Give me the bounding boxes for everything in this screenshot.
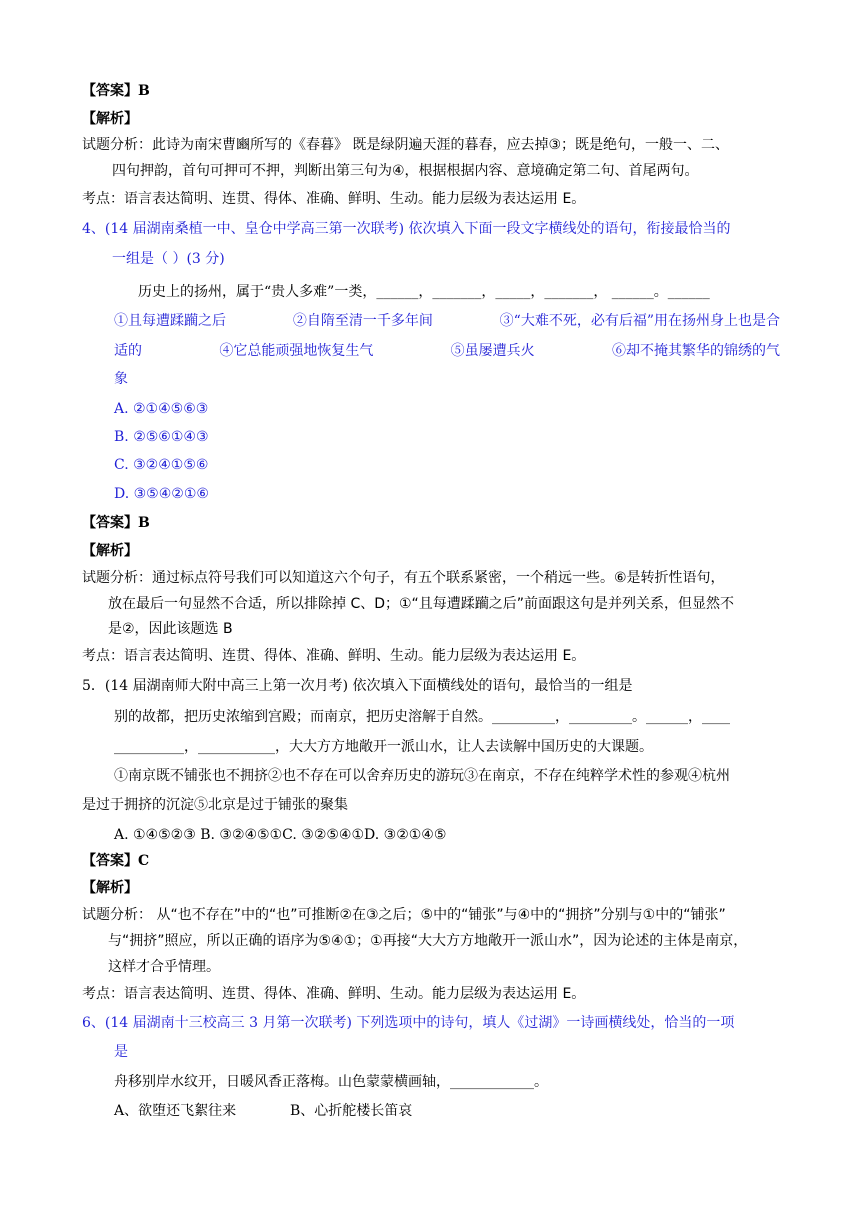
q6-option-a: A、欲堕还飞絮往来 bbox=[114, 1103, 237, 1119]
q4-stem-line-1: 4、(14 届湖南桑植一中、皇仓中学高三第一次联考) 依次填入下面一段文字横线处的语句，衔接最恰当的 bbox=[82, 221, 731, 237]
q4-option-b: B. ②⑤⑥①④③ bbox=[114, 429, 209, 445]
q4-analysis-line-1: 试题分析：通过标点符号我们可以知道这六个句子，有五个联系紧密，一个稍远一些。⑥是转折性语句， bbox=[82, 570, 725, 586]
q5-passage-line-1: 别的故都，把历史浓缩到宫殿；而南京，把历史溶解于自然。_________，_________。______，____ bbox=[114, 709, 730, 725]
q3-point: 考点：语言表达简明、连贯、得体、准确、鲜明、生动。能力层级为表达运用 E。 bbox=[82, 191, 586, 207]
q4-option-c: C. ③②④①⑤⑥ bbox=[114, 457, 209, 473]
q3-analysis-line-2: 四句押韵，首句可押可不押，判断出第三句为④，根据根据内容、意境确定第二句、首尾两句。 bbox=[112, 163, 699, 179]
q4-sentence-3: ③“大难不死，必有后福”用在扬州身上也是合 bbox=[499, 313, 780, 329]
q4-analysis-line-3: 是②，因此该题选 B bbox=[108, 621, 233, 637]
q6-stem-line-2: 是 bbox=[114, 1044, 128, 1060]
q4-stem-line-2: 一组是（ ）(3 分) bbox=[112, 251, 225, 267]
q4-sentence-1: ①且每遭蹂躏之后 bbox=[114, 313, 226, 329]
q4-sentences-line-1 bbox=[114, 312, 780, 330]
q5-analysis-label: 【解析】 bbox=[82, 880, 138, 896]
q5-analysis-line-3: 这样才合乎情理。 bbox=[108, 959, 220, 975]
q6-stem-line-1: 6、(14 届湖南十三校高三 3 月第一次联考) 下列选项中的诗句，填人《过湖》一诗画横线处，恰当的一项 bbox=[82, 1015, 735, 1031]
q6-option-b: B、心折舵楼长笛哀 bbox=[290, 1103, 413, 1119]
q5-answer: 【答案】C bbox=[82, 853, 150, 869]
q5-passage-line-2: __________，___________，大大方方地敞开一派山水，让人去读解中国历史的大课题。 bbox=[114, 739, 653, 755]
q3-analysis-label: 【解析】 bbox=[82, 111, 138, 127]
q5-analysis-line-2: 与“拥挤”照应，所以正确的语序为⑤④①；①再接“大大方方地敞开一派山水”，因为论述的主体是南京， bbox=[108, 933, 748, 949]
q5-options: A. ①④⑤②③ B. ③②④⑤①C. ③②⑤④①D. ③②①④⑤ bbox=[114, 827, 447, 843]
q4-option-a: A. ②①④⑤⑥③ bbox=[114, 401, 209, 417]
q4-sentence-6: ⑥却不掩其繁华的锦绣的气 bbox=[611, 343, 780, 359]
q4-sentence-2: ②自隋至清一千多年间 bbox=[292, 313, 433, 329]
q4-option-d: D. ③⑤④②①⑥ bbox=[114, 486, 209, 502]
q4-sentence-4: ④它总能顽强地恢复生气 bbox=[219, 343, 374, 359]
q4-analysis-label: 【解析】 bbox=[82, 543, 138, 559]
q4-sentence-5: ⑤虽屡遭兵火 bbox=[450, 343, 535, 359]
q4-sentences-line-2 bbox=[114, 342, 780, 360]
q5-point: 考点：语言表达简明、连贯、得体、准确、鲜明、生动。能力层级为表达运用 E。 bbox=[82, 986, 586, 1002]
q5-analysis-line-1: 试题分析： 从“也不存在”中的“也”可推断②在③之后；⑤中的“铺张”与④中的“拥挤”分别与①中的“铺张” bbox=[82, 907, 726, 923]
q4-analysis-line-2: 放在最后一句显然不合适，所以排除掉 C、D；①“且每遭蹂躏之后”前面跟这句是并列关系，但显然不 bbox=[108, 596, 735, 612]
q4-answer: 【答案】B bbox=[82, 515, 150, 531]
q5-sentences-line-2: 是过于拥挤的沉淀⑤北京是过于铺张的聚集 bbox=[82, 797, 348, 813]
q6-poem: 舟移别岸水纹开，日暖风香正落梅。山色蒙蒙横画轴，____________。 bbox=[114, 1074, 548, 1090]
q3-answer: 【答案】B bbox=[82, 83, 150, 99]
q5-sentences-line-1: ①南京既不铺张也不拥挤②也不存在可以舍弃历史的游玩③在南京，不存在纯粹学术性的参观④杭州 bbox=[114, 768, 730, 784]
q4-sentences-line-3: 象 bbox=[114, 371, 128, 387]
q4-sentence-3-tail: 适的 bbox=[114, 343, 142, 359]
q4-point: 考点：语言表达简明、连贯、得体、准确、鲜明、生动。能力层级为表达运用 E。 bbox=[82, 648, 586, 664]
q3-analysis-line-1: 试题分析：此诗为南宋曹豳所写的《春暮》 既是绿阴遍天涯的暮春，应去掉③；既是绝句，一般一、二、 bbox=[82, 137, 729, 153]
q4-passage: 历史上的扬州，属于“贵人多难”一类，______，_______，_____，_______， ______。______ bbox=[138, 284, 710, 300]
q5-stem: 5．(14 届湖南师大附中高三上第一次月考) 依次填入下面横线处的语句，最恰当的一组是 bbox=[82, 678, 633, 694]
